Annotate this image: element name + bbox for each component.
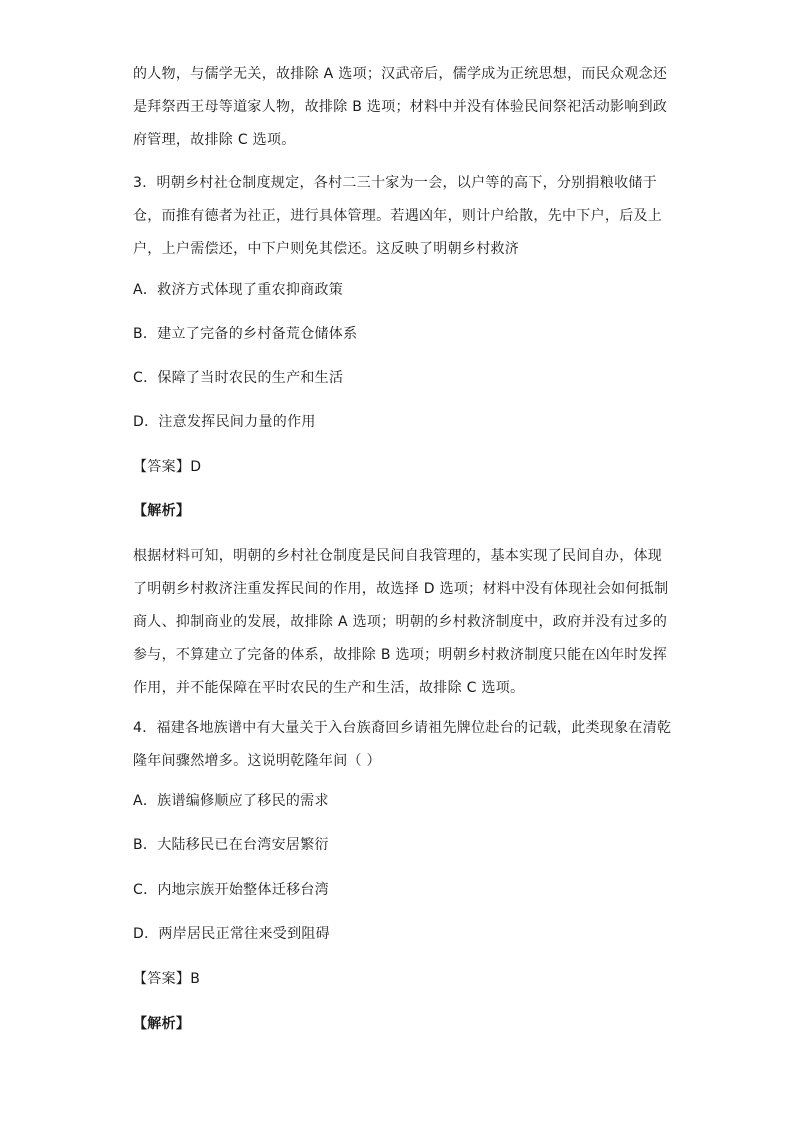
q3-option-a: A．救济方式体现了重农抑商政策 — [133, 282, 344, 298]
q4-option-b: B．大陆移民已在台湾安居繁衍 — [133, 837, 329, 853]
q3-analysis — [133, 540, 669, 705]
q4-option-a: A．族谱编修顺应了移民的需求 — [133, 793, 329, 809]
q3-option-d: D．注意发挥民间力量的作用 — [133, 414, 316, 430]
q4-option-c: C．内地宗族开始整体迁移台湾 — [133, 882, 329, 898]
intro-paragraph — [133, 58, 668, 157]
intro-line-3: 府管理，故排除 C 选项。 — [133, 132, 296, 148]
q3-analysis-label: 【解析】 — [133, 503, 191, 519]
q3-stem-line-2: 仓，而推有德者为社正，进行具体管理。若遇凶年，则计户给散，先中下户，后及上 — [133, 208, 663, 224]
q3-analysis-line-5: 作用，并不能保障在平时农民的生产和生活，故排除 C 选项。 — [133, 680, 525, 696]
q3-option-b: B．建立了完备的乡村备荒仓储体系 — [133, 326, 358, 342]
q3-analysis-line-2: 了明朝乡村救济注重发挥民间的作用，故选择 D 选项；材料中没有体现社会如何抵制 — [133, 581, 669, 597]
q3-answer: 【答案】D — [133, 459, 202, 475]
q3-analysis-line-4: 参与，不算建立了完备的体系，故排除 B 选项；明朝乡村救济制度只能在凶年时发挥 — [133, 647, 668, 663]
q3-analysis-line-1: 根据材料可知，明朝的乡村社仓制度是民间自我管理的，基本实现了民间自办，体现 — [133, 548, 663, 564]
q4-answer: 【答案】B — [133, 971, 201, 987]
intro-line-1: 的人物，与儒学无关，故排除 A 选项；汉武帝后，儒学成为正统思想，而民众观念还 — [133, 66, 668, 82]
q4-analysis-label: 【解析】 — [133, 1016, 191, 1032]
q3-stem — [133, 167, 663, 266]
q3-stem-line-3: 户，上户需偿还，中下户则免其偿还。这反映了明朝乡村救济 — [133, 241, 520, 257]
q4-stem — [133, 712, 672, 778]
q4-option-d: D．两岸居民正常往来受到阻碍 — [133, 926, 330, 942]
q3-analysis-line-3: 商人、抑制商业的发展，故排除 A 选项；明朝的乡村救济制度中，政府并没有过多的 — [133, 614, 668, 630]
q4-stem-line-2: 隆年间骤然增多。这说明乾隆年间（ ） — [133, 753, 381, 769]
q4-stem-line-1: 4．福建各地族谱中有大量关于入台族裔回乡请祖先牌位赴台的记载，此类现象在清乾 — [133, 720, 672, 736]
q3-stem-line-1: 3．明朝乡村社仓制度规定，各村二三十家为一会，以户等的高下，分别捐粮收储于 — [133, 175, 658, 191]
intro-line-2: 是拜祭西王母等道家人物，故排除 B 选项；材料中并没有体验民间祭祀活动影响到政 — [133, 99, 668, 115]
q3-option-c: C．保障了当时农民的生产和生活 — [133, 370, 344, 386]
